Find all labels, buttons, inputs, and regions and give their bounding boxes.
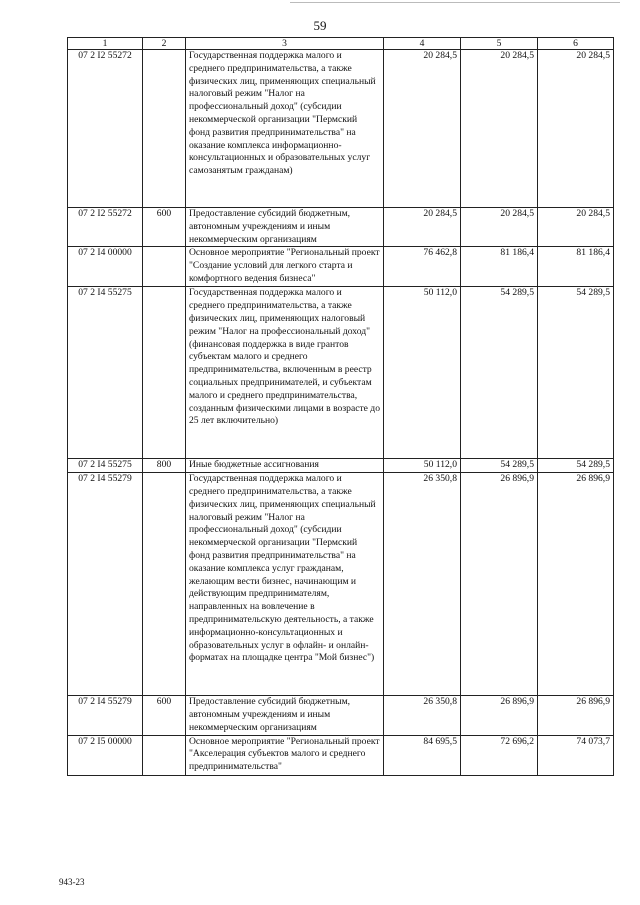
cell-value-1: 20 284,5 [384,208,461,247]
header-col-6: 6 [538,38,614,50]
header-col-5: 5 [461,38,538,50]
cell-expense-type [143,247,186,287]
cell-value-1: 20 284,5 [384,50,461,208]
cell-code: 07 2 I4 55279 [68,696,143,735]
table-row [68,287,614,459]
cell-value-2: 54 289,5 [461,459,538,473]
table-row [68,247,614,287]
cell-expense-type: 800 [143,459,186,473]
cell-value-3: 20 284,5 [538,50,614,208]
cell-expense-type [143,50,186,208]
header-col-1: 1 [68,38,143,50]
table-row [68,473,614,696]
cell-value-2: 26 896,9 [461,473,538,696]
cell-name: Государственная поддержка малого и среднего предпринимательства, а также физических лиц, применяющих налоговый режим "Налог на профессиональный доход" (финансовая поддержка в виде грантов субъектам малого и среднего предпринимательства, включенным в реестр социальных предпринимателей, и субъектам малого и среднего предпринимательства, созданным физическими лицами в возрасте до 25 лет включительно) [186,287,384,459]
cell-name: Иные бюджетные ассигнования [186,459,384,473]
budget-table [67,37,614,776]
cell-value-3: 20 284,5 [538,208,614,247]
cell-expense-type [143,287,186,459]
cell-code: 07 2 I4 55275 [68,287,143,459]
cell-code: 07 2 I5 00000 [68,735,143,775]
cell-name: Государственная поддержка малого и среднего предпринимательства, а также физических лиц, применяющих специальный налоговый режим "Налог на профессиональный доход" (субсидии некоммерческой организации "Пермский фонд развития предпринимательства" на оказание комплекса информационно-консультационных и образовательных услуг самозанятым гражданам) [186,50,384,208]
cell-value-2: 20 284,5 [461,208,538,247]
cell-value-3: 26 896,9 [538,473,614,696]
cell-expense-type: 600 [143,696,186,735]
cell-value-2: 26 896,9 [461,696,538,735]
cell-expense-type [143,473,186,696]
page-number: 59 [313,18,327,33]
cell-expense-type [143,735,186,775]
cell-value-3: 81 186,4 [538,247,614,287]
cell-name: Предоставление субсидий бюджетным, автономным учреждениям и иным некоммерческим организациям [186,208,384,247]
cell-code: 07 2 I4 55275 [68,459,143,473]
cell-expense-type: 600 [143,208,186,247]
cell-code: 07 2 I2 55272 [68,208,143,247]
table-header-row [68,38,614,50]
header-col-3: 3 [186,38,384,50]
cell-name: Основное мероприятие "Региональный проект "Акселерация субъектов малого и среднего предпринимательства" [186,735,384,775]
cell-value-3: 74 073,7 [538,735,614,775]
cell-value-2: 54 289,5 [461,287,538,459]
table-row [68,735,614,775]
cell-value-2: 20 284,5 [461,50,538,208]
cell-value-2: 72 696,2 [461,735,538,775]
cell-code: 07 2 I2 55272 [68,50,143,208]
cell-value-2: 81 186,4 [461,247,538,287]
cell-value-3: 54 289,5 [538,459,614,473]
cell-value-1: 50 112,0 [384,459,461,473]
cell-code: 07 2 I4 55279 [68,473,143,696]
cell-code: 07 2 I4 00000 [68,247,143,287]
cell-value-1: 26 350,8 [384,696,461,735]
document-footer-code: 943-23 [59,877,85,887]
cell-value-1: 84 695,5 [384,735,461,775]
table-row [68,50,614,208]
scan-top-rule [290,2,620,3]
header-col-2: 2 [143,38,186,50]
cell-value-1: 50 112,0 [384,287,461,459]
cell-name: Основное мероприятие "Региональный проект "Создание условий для легкого старта и комфортного ведения бизнеса" [186,247,384,287]
cell-name: Предоставление субсидий бюджетным, автономным учреждениям и иным некоммерческим организациям [186,696,384,735]
table-row [68,459,614,473]
cell-value-1: 76 462,8 [384,247,461,287]
cell-value-3: 26 896,9 [538,696,614,735]
cell-value-3: 54 289,5 [538,287,614,459]
cell-value-1: 26 350,8 [384,473,461,696]
table-row [68,696,614,735]
header-col-4: 4 [384,38,461,50]
cell-name: Государственная поддержка малого и среднего предпринимательства, а также физических лиц, применяющих специальный налоговый режим "Налог на профессиональный доход" (субсидии некоммерческой организации "Пермский фонд развития предпринимательства" на оказание комплекса услуг гражданам, желающим вести бизнес, начинающим и действующим предпринимателям, направленных на вовлечение в предпринимательскую деятельность, а также информационно-консультационных и образовательных услуг в офлайн- и онлайн-форматах на площадке центра "Мой бизнес") [186,473,384,696]
table-row [68,208,614,247]
